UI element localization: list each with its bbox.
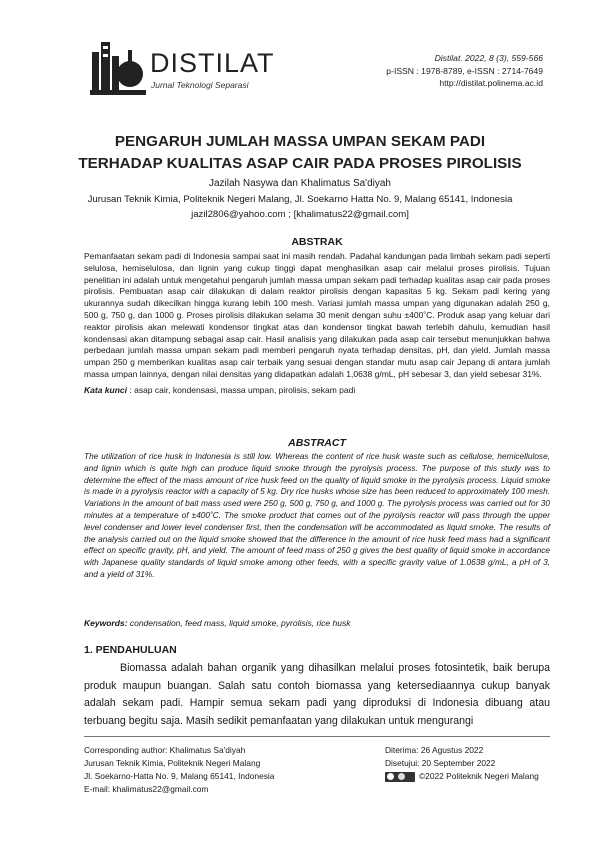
article-title-line1: PENGARUH JUMLAH MASSA UMPAN SEKAM PADI	[114, 133, 486, 150]
license-line	[385, 770, 539, 783]
corresponding-author: Corresponding author: Khalimatus Sa'diyah	[84, 745, 246, 755]
abstrak-heading: ABSTRAK	[291, 236, 343, 248]
footer-divider	[84, 736, 550, 737]
footer-email[interactable]: E-mail: khalimatus22@gmail.com	[84, 784, 209, 794]
author-emails[interactable]: jazil2806@yahoo.com ; [khalimatus22@gmail.com]	[191, 209, 409, 220]
kata-kunci	[84, 385, 355, 395]
authors: Jazilah Nasywa dan Khalimatus Sa'diyah	[208, 178, 391, 189]
accepted-date: Disetujui: 20 September 2022	[385, 758, 496, 768]
citation: Distilat. 2022, 8 (3), 559-566	[434, 53, 543, 63]
footer-dates	[385, 744, 539, 783]
cc-license-icon	[385, 772, 415, 782]
footer-corresponding	[84, 744, 274, 796]
journal-url[interactable]: http://distilat.polinema.ac.id	[439, 78, 543, 88]
issn: p-ISSN : 1978-8789, e-ISSN : 2714-7649	[386, 65, 543, 76]
affiliation: Jurusan Teknik Kimia, Politeknik Negeri Malang, Jl. Soekarno Hatta No. 9, Malang 65141, Indonesia	[87, 194, 513, 205]
footer-affil-line2: Jl. Soekarno-Hatta No. 9, Malang 65141, Indonesia	[84, 771, 275, 781]
received-date: Diterima: 26 Agustus 2022	[385, 745, 484, 755]
article-title-line2: TERHADAP KUALITAS ASAP CAIR PADA PROSES PIROLISIS	[78, 155, 522, 172]
keywords-label: Keywords:	[84, 618, 128, 628]
abstract-text: The utilization of rice husk in Indonesia is still low. Whereas the content of rice husk waste such as cellulose, hemicellulose, and lignin which is quite high can produce liquid smoke through the pyrolysis process. The purpose of this study was to determine the effect of the mass amount of rice husk feed on the quality of liquid smoke in the pyrolysis process. Liquid smoke is made in a pyrolysis reactor with a capacity of 5 kg. Dry rice husks whose size has been reduced to approximately 100 mesh. Variations in the amount of bait mass used were 250 g, 500 g, 750 g, and 1000 g. The pyrolysis process was carried out for 30 minutes at a temperature of ±400˚C. The smoke product that comes out of the pyrolysis reactor will pass through the upper level condenser and lower level condenser first, then the condensation will be accommodated as liquid smoke. The results of the analysis carried out on the liquid smoke showed that the difference in the amount of rice husk feed mass had a significant effect on specific gravity, pH, and yield. The amount of feed mass of 250 g gives the best quality of liquid smoke in accordance with Japanese quality standards of liquid smoke among other feeds, with a specific gravity value of 1.0638 g/mL, a pH of 3, and a yield of 31%.	[84, 451, 550, 579]
journal-name: DISTILAT	[150, 48, 275, 78]
journal-subtitle: Jurnal Teknologi Separasi	[151, 80, 249, 90]
footer-affil-line1: Jurusan Teknik Kimia, Politeknik Negeri Malang	[84, 758, 261, 768]
kata-kunci-label: Kata kunci	[84, 385, 127, 395]
section-heading-pendahuluan: 1. PENDAHULUAN	[84, 644, 177, 656]
distilat-logo-icon	[88, 36, 150, 98]
license-text: ©2022 Politeknik Negeri Malang	[419, 771, 539, 781]
intro-paragraph: Biomassa adalah bahan organik yang dihasilkan melalui proses fotosintetik, baik berupa produk maupun buangan. Salah satu contoh biomassa yang ketersediaannya cukup banyak adalah sekam padi. Hampir semua sekam padi yang diproduksi di Indonesia dibuang atau terbuang begitu saja. Masih sedikit pemanfaatan yang dilakukan untuk mengurangi	[84, 662, 550, 727]
journal-meta	[386, 52, 543, 90]
abstrak-text: Pemanfaatan sekam padi di Indonesia sampai saat ini masih rendah. Padahal kandungan pada limbah sekam padi seperti selulosa, hemiselulosa, dan lignin yang cukup tinggi dapat menghasilkan asap cair melalui proses pirolisis. Tujuan penelitian ini adalah untuk mengetahui pengaruh jumlah massa umpan sekam padi terhadap kualitas asap cair pada proses pirolisis. Pembuatan asap cair dilakukan di dalam reaktor pirolisis dengan kapasitas 5 kg. Sekam padi kering yang ukurannya sudah dikecilkan hingga kurang lebih 100 mesh. Variasi jumlah massa umpan yang digunakan adalah 250 g, 500 g, 750 g, dan 1000 g. Proses pirolisis dilakukan selama 30 menit dengan suhu ±400˚C. Produk asap yang keluar dari reaktor pirolisis akan melewati kondensor tingkat atas dan kondensor tingkat bawah terlebih dahulu, kemudian hasil kondensasi akan ditampung sebagai asap cair. Hasil analisis yang dilakukan pada asap cair tersebut menunjukkan bahwa perbedaan jumlah massa umpan sekam padi memberi pengaruh nyata terhadap densitas, pH, dan yield. Jumlah massa umpan 250 g memberikan kualitas asap cair terbaik yang sesuai dengan standar mutu asap cair Jepang di antara jumlah massa umpan lainnya, dengan nilai densitas yang didapatkan adalah 1,0638 g/mL, pH sebesar 3, dan yield sebesar 31%.	[84, 251, 550, 379]
keywords	[84, 618, 350, 628]
keywords-values: condensation, feed mass, liquid smoke, pyrolisis, rice husk	[129, 618, 351, 628]
abstract-heading: ABSTRACT	[288, 437, 346, 449]
kata-kunci-values: : asap cair, kondensasi, massa umpan, pirolisis, sekam padi	[129, 385, 356, 395]
